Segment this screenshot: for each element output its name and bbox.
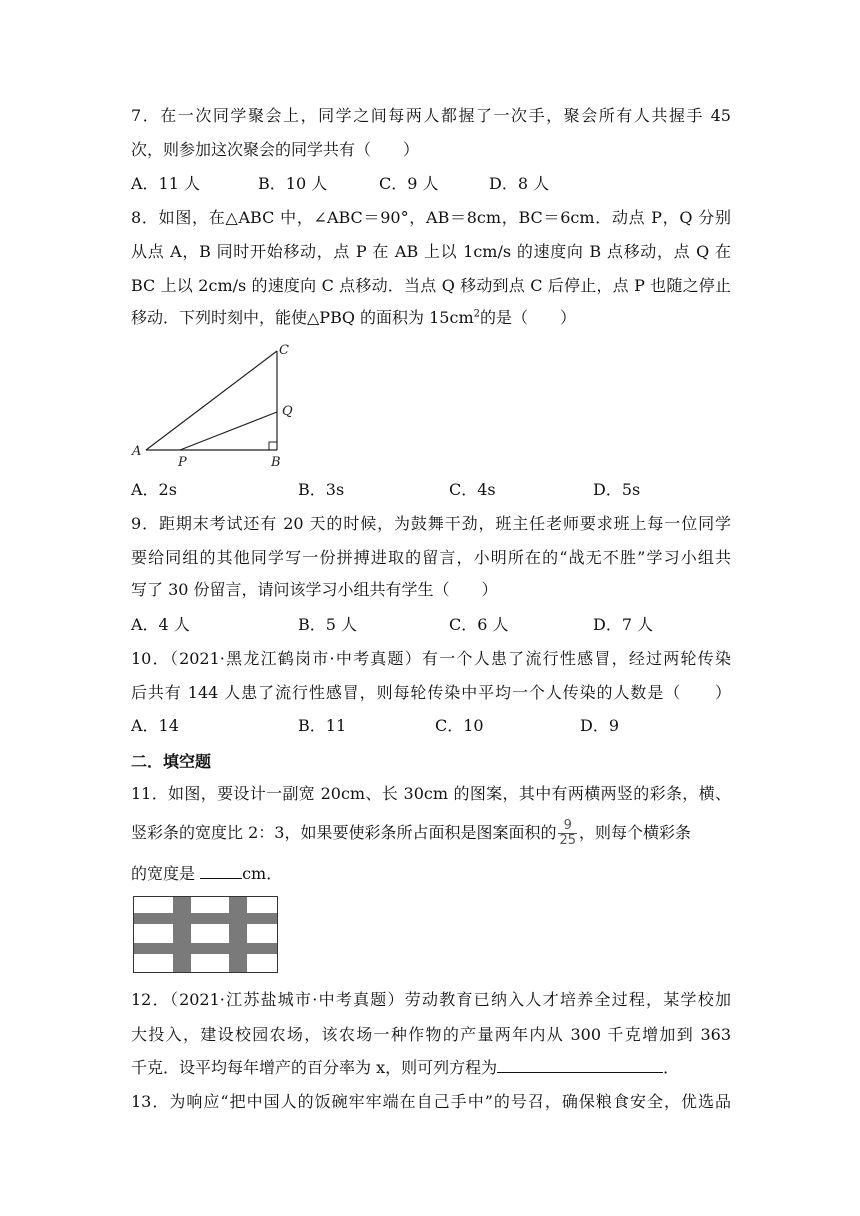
q9-option-d[interactable]: D．7 人 <box>593 615 654 634</box>
q7-options <box>131 174 731 194</box>
q8-option-c[interactable]: C．4s <box>449 480 496 499</box>
q9-option-c[interactable]: C．6 人 <box>449 615 509 634</box>
label-p: P <box>178 455 187 470</box>
q10-option-c[interactable]: C．10 <box>435 716 484 735</box>
q8-triangle-figure <box>128 338 298 470</box>
q8-option-a[interactable]: A．2s <box>131 480 177 499</box>
q7-option-b[interactable]: B．10 人 <box>258 174 328 193</box>
label-c: C <box>279 343 289 358</box>
horizontal-stripe-1 <box>134 913 278 924</box>
q9-line-1: 9．距期末考试还有 20 天的时候，为鼓舞干劲，班主任老师要求班上每一位同学 <box>131 514 731 533</box>
q12-line-3-pre: 千克．设平均每年增产的百分率为 x，则可列方程为 <box>131 1058 498 1077</box>
q8-option-d[interactable]: D．5s <box>593 480 641 499</box>
q9-option-a[interactable]: A．4 人 <box>131 615 190 634</box>
q7-option-d[interactable]: D．8 人 <box>489 174 550 193</box>
q9-option-b[interactable]: B．5 人 <box>298 615 358 634</box>
right-angle-mark <box>269 442 277 450</box>
q10-option-a[interactable]: A．14 <box>131 716 179 735</box>
pattern-border <box>134 897 278 973</box>
segment-pq <box>180 412 277 450</box>
q11-stripe-figure <box>133 896 279 974</box>
q8-options <box>131 480 731 500</box>
q10-line-1: 10．（2021·黑龙江鹤岗市·中考真题）有一个人患了流行性感冒，经过两轮传染 <box>131 649 731 668</box>
label-b: B <box>271 455 281 470</box>
q11-line-2-pre: 竖彩条的宽度比 2：3，如果要使彩条所占面积是图案面积的 <box>131 823 557 842</box>
q12-line-1: 12．（2021·江苏盐城市·中考真题）劳动教育已纳入人才培养全过程，某学校加 <box>131 990 731 1009</box>
q10-line-2: 后共有 144 人患了流行性感冒，则每轮传染中平均一个人传染的人数是（ ） <box>131 683 731 702</box>
q7-option-c[interactable]: C．9 人 <box>379 174 439 193</box>
fraction-denominator: 25 <box>559 833 576 848</box>
q9-line-2: 要给同组的其他同学写一份拼搏进取的留言，小明所在的“战无不胜”学习小组共 <box>131 548 731 567</box>
q8-line-2: 从点 A，B 同时开始移动，点 P 在 AB 上以 1cm/s 的速度向 B 点移动，点 Q 在 <box>131 242 731 261</box>
q7-option-a[interactable]: A．11 人 <box>131 174 201 193</box>
q9-line-3: 写了 30 份留言，请问该学习小组共有学生（ ） <box>131 580 498 599</box>
q8-option-b[interactable]: B．3s <box>298 480 345 499</box>
q12-line-3-post: ． <box>663 1058 680 1077</box>
q11-line-3 <box>131 864 731 884</box>
q8-line-4-pre: 移动．下列时刻中，能使△PBQ 的面积为 15cm <box>131 308 474 327</box>
q9-options <box>131 615 731 635</box>
section-heading: 二．填空题 <box>131 752 212 771</box>
q8-superscript: 2 <box>473 308 480 320</box>
segment-ac <box>146 351 277 450</box>
fraction-9-25 <box>558 819 577 848</box>
q8-line-4-post: 的是（ ） <box>480 308 577 327</box>
q13-line-1: 13．为响应“把中国人的饭碗牢牢端在自己手中”的号召，确保粮食安全，优选品 <box>131 1092 731 1111</box>
label-q: Q <box>282 404 293 419</box>
q8-line-4 <box>131 308 731 328</box>
q12-line-2: 大投入，建设校园农场，该农场一种作物的产量两年内从 300 千克增加到 363 <box>131 1025 731 1044</box>
horizontal-stripe-2 <box>134 943 278 954</box>
vertical-stripe-1 <box>173 897 191 973</box>
q11-line-2-post: ，则每个横彩条 <box>579 823 692 842</box>
q12-answer-blank[interactable] <box>497 1058 663 1073</box>
vertical-stripe-2 <box>229 897 247 973</box>
q7-line-2: 次，则参加这次聚会的同学共有（ ） <box>131 140 420 159</box>
q11-line-3-pre: 的宽度是 <box>131 864 201 883</box>
q11-answer-blank[interactable] <box>200 864 242 879</box>
fraction-numerator: 9 <box>558 819 577 834</box>
q7-line-1: 7．在一次同学聚会上，同学之间每两人都握了一次手，聚会所有人共握手 45 <box>131 106 731 125</box>
q11-line-3-post: cm． <box>242 864 283 883</box>
q10-option-b[interactable]: B．11 <box>298 716 347 735</box>
q10-option-d[interactable]: D．9 <box>580 716 620 735</box>
q11-line-1: 11．如图，要设计一副宽 20cm、长 30cm 的图案，其中有两横两竖的彩条，横、 <box>131 784 731 803</box>
q8-line-1: 8．如图，在△ABC 中，∠ABC＝90°，AB＝8cm，BC＝6cm．动点 P，Q 分别 <box>131 208 731 227</box>
q12-line-3 <box>131 1058 731 1078</box>
q8-line-3: BC 上以 2cm/s 的速度向 C 点移动．当点 Q 移动到点 C 后停止，点 P 也随之停止 <box>131 276 731 295</box>
label-a: A <box>132 444 142 459</box>
q11-line-2 <box>131 818 731 848</box>
q10-options <box>131 716 731 736</box>
